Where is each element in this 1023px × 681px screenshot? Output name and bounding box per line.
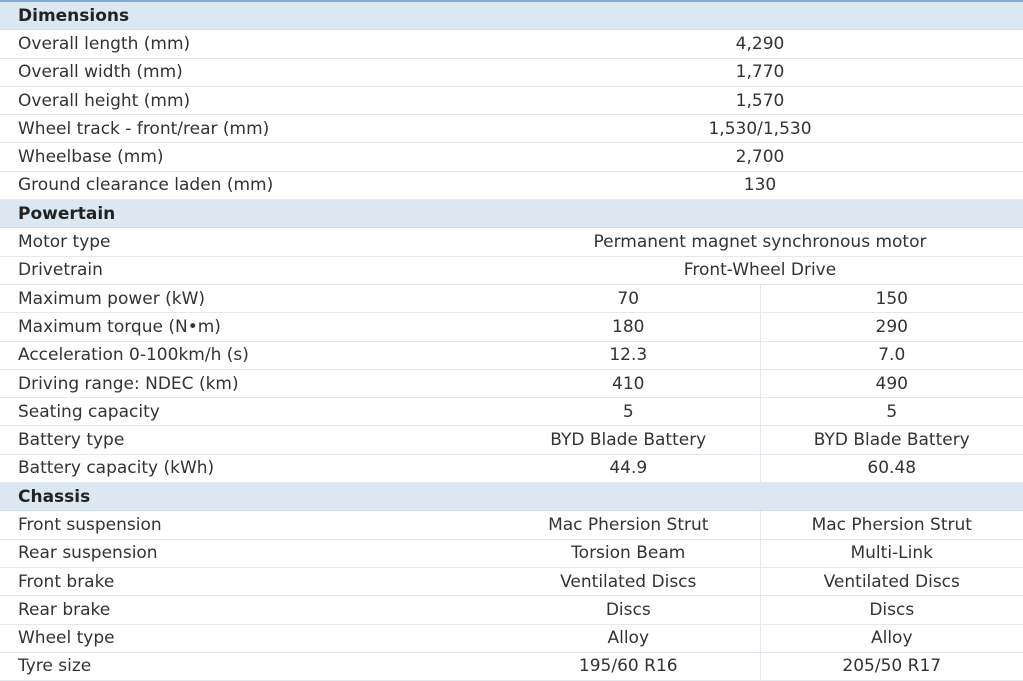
- row-value-variant-2: Mac Phersion Strut: [760, 511, 1023, 538]
- row-value-variant-1: 12.3: [497, 342, 760, 369]
- table-row: [0, 370, 1023, 398]
- table-row: [0, 540, 1023, 568]
- row-value: 1,770: [497, 59, 1023, 86]
- row-value-variant-1: Ventilated Discs: [497, 568, 760, 595]
- table-row: [0, 596, 1023, 624]
- table-row: [0, 143, 1023, 171]
- row-value-variant-1: 195/60 R16: [497, 653, 760, 680]
- row-label: Wheelbase (mm): [0, 143, 497, 170]
- section-header-powertain: [0, 200, 1023, 228]
- section-title: Dimensions: [0, 2, 497, 29]
- row-label: Overall height (mm): [0, 87, 497, 114]
- row-label: Maximum power (kW): [0, 285, 497, 312]
- row-label: Wheel type: [0, 625, 497, 652]
- row-label: Battery capacity (kWh): [0, 455, 497, 482]
- row-label: Overall length (mm): [0, 30, 497, 57]
- table-row: [0, 285, 1023, 313]
- table-row: [0, 511, 1023, 539]
- row-value-variant-2: Discs: [760, 596, 1023, 623]
- row-value: 2,700: [497, 143, 1023, 170]
- table-row: [0, 87, 1023, 115]
- row-value: 1,530/1,530: [497, 115, 1023, 142]
- row-value-variant-1: 410: [497, 370, 760, 397]
- row-value: 1,570: [497, 87, 1023, 114]
- row-value-variant-1: Mac Phersion Strut: [497, 511, 760, 538]
- section-title: Powertain: [0, 200, 497, 227]
- table-row: [0, 30, 1023, 58]
- row-label: Maximum torque (N•m): [0, 313, 497, 340]
- row-label: Overall width (mm): [0, 59, 497, 86]
- row-value: Front-Wheel Drive: [497, 257, 1023, 284]
- row-value-variant-2: BYD Blade Battery: [760, 426, 1023, 453]
- table-row: [0, 342, 1023, 370]
- row-label: Drivetrain: [0, 257, 497, 284]
- table-row: [0, 455, 1023, 483]
- row-label: Rear suspension: [0, 540, 497, 567]
- table-row: [0, 172, 1023, 200]
- row-value-variant-2: 5: [760, 398, 1023, 425]
- row-value-variant-1: 70: [497, 285, 760, 312]
- row-label: Front brake: [0, 568, 497, 595]
- table-row: [0, 257, 1023, 285]
- row-value-variant-1: 5: [497, 398, 760, 425]
- row-value-variant-2: 290: [760, 313, 1023, 340]
- row-value-variant-1: BYD Blade Battery: [497, 426, 760, 453]
- row-value-variant-2: 490: [760, 370, 1023, 397]
- row-label: Battery type: [0, 426, 497, 453]
- row-label: Ground clearance laden (mm): [0, 172, 497, 199]
- row-label: Tyre size: [0, 653, 497, 680]
- row-value-variant-2: 205/50 R17: [760, 653, 1023, 680]
- table-row: [0, 313, 1023, 341]
- section-title: Chassis: [0, 483, 497, 510]
- row-value: 4,290: [497, 30, 1023, 57]
- row-label: Acceleration 0-100km/h (s): [0, 342, 497, 369]
- table-row: [0, 625, 1023, 653]
- table-row: [0, 568, 1023, 596]
- row-label: Rear brake: [0, 596, 497, 623]
- row-value-variant-2: Ventilated Discs: [760, 568, 1023, 595]
- row-value-variant-2: Multi-Link: [760, 540, 1023, 567]
- row-value-variant-2: 7.0: [760, 342, 1023, 369]
- section-header-chassis: [0, 483, 1023, 511]
- table-row: [0, 398, 1023, 426]
- row-label: Front suspension: [0, 511, 497, 538]
- row-value: 130: [497, 172, 1023, 199]
- table-row: [0, 59, 1023, 87]
- table-row: [0, 115, 1023, 143]
- row-value-variant-2: 150: [760, 285, 1023, 312]
- table-row: [0, 653, 1023, 681]
- row-value: Permanent magnet synchronous motor: [497, 228, 1023, 255]
- row-value-variant-1: Alloy: [497, 625, 760, 652]
- row-value-variant-2: 60.48: [760, 455, 1023, 482]
- row-label: Seating capacity: [0, 398, 497, 425]
- row-value-variant-1: Discs: [497, 596, 760, 623]
- row-value-variant-1: 44.9: [497, 455, 760, 482]
- row-value-variant-1: 180: [497, 313, 760, 340]
- row-value-variant-1: Torsion Beam: [497, 540, 760, 567]
- row-value-variant-2: Alloy: [760, 625, 1023, 652]
- section-header-dimensions: [0, 2, 1023, 30]
- row-label: Wheel track - front/rear (mm): [0, 115, 497, 142]
- table-row: [0, 228, 1023, 256]
- row-label: Driving range: NDEC (km): [0, 370, 497, 397]
- table-row: [0, 426, 1023, 454]
- row-label: Motor type: [0, 228, 497, 255]
